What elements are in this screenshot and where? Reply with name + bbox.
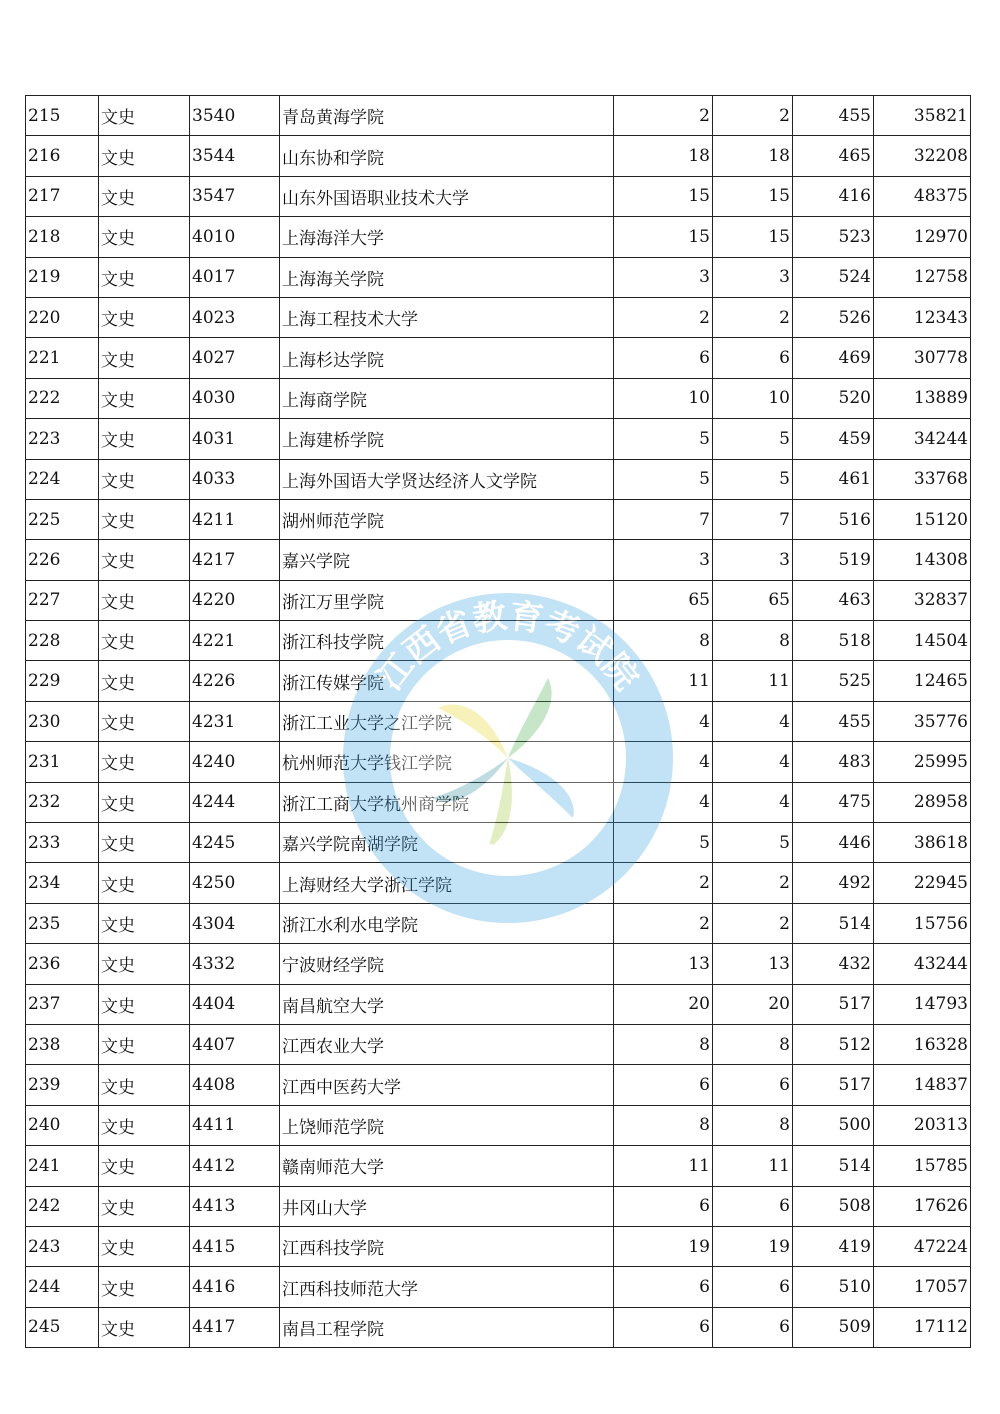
table-row: [26, 176, 971, 216]
cell-enrolled-count: 5: [713, 419, 793, 459]
cell-min-score: 516: [793, 499, 874, 539]
cell-min-score: 514: [793, 903, 874, 943]
cell-school-name: 井冈山大学: [280, 1186, 614, 1226]
cell-min-rank: 15785: [874, 1146, 971, 1186]
cell-school-name: 湖州师范学院: [280, 499, 614, 539]
cell-min-score: 459: [793, 419, 874, 459]
cell-school-name: 上海商学院: [280, 378, 614, 418]
table-row: [26, 459, 971, 499]
cell-row-index: 215: [26, 96, 99, 136]
cell-min-rank: 35821: [874, 96, 971, 136]
cell-school-name: 浙江科技学院: [280, 621, 614, 661]
cell-school-code: 4404: [190, 984, 280, 1024]
cell-school-name: 杭州师范大学钱江学院: [280, 742, 614, 782]
cell-row-index: 232: [26, 782, 99, 822]
cell-category: 文史: [99, 1105, 190, 1145]
cell-row-index: 240: [26, 1105, 99, 1145]
table-row: [26, 1065, 971, 1105]
cell-category: 文史: [99, 580, 190, 620]
cell-min-rank: 34244: [874, 419, 971, 459]
cell-row-index: 218: [26, 217, 99, 257]
table-row: [26, 378, 971, 418]
cell-category: 文史: [99, 1307, 190, 1347]
cell-row-index: 231: [26, 742, 99, 782]
cell-enrolled-count: 65: [713, 580, 793, 620]
cell-school-code: 4250: [190, 863, 280, 903]
cell-plan-count: 4: [614, 782, 713, 822]
cell-min-score: 508: [793, 1186, 874, 1226]
cell-school-code: 4240: [190, 742, 280, 782]
table-row: [26, 863, 971, 903]
cell-min-rank: 48375: [874, 176, 971, 216]
cell-plan-count: 7: [614, 499, 713, 539]
cell-school-code: 4221: [190, 621, 280, 661]
cell-min-rank: 32837: [874, 580, 971, 620]
cell-category: 文史: [99, 1267, 190, 1307]
cell-category: 文史: [99, 176, 190, 216]
cell-category: 文史: [99, 540, 190, 580]
cell-min-score: 514: [793, 1146, 874, 1186]
table-row: [26, 621, 971, 661]
table-row: [26, 217, 971, 257]
cell-min-score: 419: [793, 1226, 874, 1266]
cell-min-score: 512: [793, 1024, 874, 1064]
cell-enrolled-count: 6: [713, 1065, 793, 1105]
cell-category: 文史: [99, 459, 190, 499]
cell-min-score: 519: [793, 540, 874, 580]
cell-school-code: 4408: [190, 1065, 280, 1105]
cell-min-score: 518: [793, 621, 874, 661]
cell-enrolled-count: 5: [713, 823, 793, 863]
cell-enrolled-count: 13: [713, 944, 793, 984]
cell-plan-count: 10: [614, 378, 713, 418]
watermark-abbr: SNEEA: [444, 827, 572, 872]
table-row: [26, 782, 971, 822]
cell-enrolled-count: 6: [713, 1307, 793, 1347]
cell-enrolled-count: 10: [713, 378, 793, 418]
cell-school-name: 浙江传媒学院: [280, 661, 614, 701]
cell-min-score: 461: [793, 459, 874, 499]
cell-min-rank: 17057: [874, 1267, 971, 1307]
cell-plan-count: 2: [614, 903, 713, 943]
cell-plan-count: 20: [614, 984, 713, 1024]
cell-category: 文史: [99, 297, 190, 337]
cell-plan-count: 11: [614, 1146, 713, 1186]
cell-plan-count: 6: [614, 1267, 713, 1307]
cell-plan-count: 3: [614, 257, 713, 297]
cell-enrolled-count: 3: [713, 257, 793, 297]
cell-row-index: 226: [26, 540, 99, 580]
table-row: [26, 944, 971, 984]
cell-category: 文史: [99, 1024, 190, 1064]
cell-school-code: 4412: [190, 1146, 280, 1186]
cell-category: 文史: [99, 338, 190, 378]
cell-enrolled-count: 15: [713, 217, 793, 257]
cell-school-code: 4027: [190, 338, 280, 378]
table-row: [26, 257, 971, 297]
cell-row-index: 221: [26, 338, 99, 378]
cell-school-code: 3544: [190, 136, 280, 176]
cell-enrolled-count: 2: [713, 903, 793, 943]
cell-min-score: 469: [793, 338, 874, 378]
cell-min-rank: 43244: [874, 944, 971, 984]
cell-min-score: 455: [793, 96, 874, 136]
cell-school-code: 3540: [190, 96, 280, 136]
cell-category: 文史: [99, 944, 190, 984]
table-row: [26, 1186, 971, 1226]
cell-enrolled-count: 11: [713, 1146, 793, 1186]
cell-plan-count: 6: [614, 1307, 713, 1347]
cell-enrolled-count: 8: [713, 621, 793, 661]
cell-row-index: 243: [26, 1226, 99, 1266]
cell-enrolled-count: 6: [713, 1267, 793, 1307]
cell-min-score: 517: [793, 1065, 874, 1105]
cell-category: 文史: [99, 499, 190, 539]
cell-row-index: 238: [26, 1024, 99, 1064]
cell-enrolled-count: 4: [713, 782, 793, 822]
cell-enrolled-count: 2: [713, 297, 793, 337]
table-row: [26, 580, 971, 620]
cell-school-code: 3547: [190, 176, 280, 216]
table-row: [26, 96, 971, 136]
cell-enrolled-count: 19: [713, 1226, 793, 1266]
cell-school-code: 4030: [190, 378, 280, 418]
table-row: [26, 1267, 971, 1307]
cell-row-index: 245: [26, 1307, 99, 1347]
cell-row-index: 223: [26, 419, 99, 459]
cell-school-name: 山东协和学院: [280, 136, 614, 176]
cell-enrolled-count: 2: [713, 96, 793, 136]
cell-enrolled-count: 2: [713, 863, 793, 903]
cell-school-code: 4217: [190, 540, 280, 580]
cell-school-code: 4031: [190, 419, 280, 459]
cell-enrolled-count: 8: [713, 1105, 793, 1145]
cell-row-index: 216: [26, 136, 99, 176]
cell-min-rank: 12343: [874, 297, 971, 337]
table-row: [26, 1024, 971, 1064]
cell-school-name: 赣南师范大学: [280, 1146, 614, 1186]
cell-category: 文史: [99, 782, 190, 822]
cell-school-code: 4226: [190, 661, 280, 701]
cell-min-score: 465: [793, 136, 874, 176]
cell-min-rank: 14837: [874, 1065, 971, 1105]
cell-category: 文史: [99, 1226, 190, 1266]
cell-school-name: 南昌航空大学: [280, 984, 614, 1024]
cell-school-name: 嘉兴学院: [280, 540, 614, 580]
cell-plan-count: 4: [614, 701, 713, 741]
cell-school-name: 上海海洋大学: [280, 217, 614, 257]
cell-min-score: 475: [793, 782, 874, 822]
cell-school-name: 浙江万里学院: [280, 580, 614, 620]
cell-school-name: 浙江工商大学杭州商学院: [280, 782, 614, 822]
cell-row-index: 241: [26, 1146, 99, 1186]
cell-plan-count: 11: [614, 661, 713, 701]
cell-enrolled-count: 7: [713, 499, 793, 539]
cell-min-rank: 12758: [874, 257, 971, 297]
cell-school-name: 浙江水利水电学院: [280, 903, 614, 943]
cell-school-code: 4244: [190, 782, 280, 822]
cell-enrolled-count: 8: [713, 1024, 793, 1064]
cell-min-rank: 20313: [874, 1105, 971, 1145]
cell-school-name: 上饶师范学院: [280, 1105, 614, 1145]
cell-min-rank: 15756: [874, 903, 971, 943]
cell-row-index: 234: [26, 863, 99, 903]
cell-category: 文史: [99, 217, 190, 257]
cell-school-code: 4211: [190, 499, 280, 539]
cell-school-name: 上海建桥学院: [280, 419, 614, 459]
cell-min-rank: 22945: [874, 863, 971, 903]
table-row: [26, 338, 971, 378]
cell-min-rank: 16328: [874, 1024, 971, 1064]
cell-min-score: 455: [793, 701, 874, 741]
cell-category: 文史: [99, 257, 190, 297]
cell-school-name: 青岛黄海学院: [280, 96, 614, 136]
cell-plan-count: 15: [614, 217, 713, 257]
cell-min-score: 509: [793, 1307, 874, 1347]
cell-min-score: 492: [793, 863, 874, 903]
cell-enrolled-count: 3: [713, 540, 793, 580]
cell-enrolled-count: 6: [713, 1186, 793, 1226]
cell-row-index: 227: [26, 580, 99, 620]
cell-school-name: 江西科技师范大学: [280, 1267, 614, 1307]
cell-min-rank: 14504: [874, 621, 971, 661]
cell-category: 文史: [99, 742, 190, 782]
cell-school-code: 4220: [190, 580, 280, 620]
cell-min-rank: 15120: [874, 499, 971, 539]
cell-school-code: 4023: [190, 297, 280, 337]
cell-plan-count: 13: [614, 944, 713, 984]
cell-school-name: 上海杉达学院: [280, 338, 614, 378]
table-row: [26, 661, 971, 701]
cell-category: 文史: [99, 701, 190, 741]
cell-min-rank: 35776: [874, 701, 971, 741]
cell-school-code: 4417: [190, 1307, 280, 1347]
cell-min-score: 523: [793, 217, 874, 257]
table-row: [26, 1226, 971, 1266]
cell-row-index: 219: [26, 257, 99, 297]
cell-category: 文史: [99, 823, 190, 863]
table-row: [26, 136, 971, 176]
cell-plan-count: 6: [614, 1065, 713, 1105]
cell-category: 文史: [99, 621, 190, 661]
cell-plan-count: 5: [614, 823, 713, 863]
cell-school-name: 江西农业大学: [280, 1024, 614, 1064]
table-row: [26, 297, 971, 337]
cell-min-score: 432: [793, 944, 874, 984]
cell-row-index: 237: [26, 984, 99, 1024]
cell-plan-count: 2: [614, 96, 713, 136]
cell-enrolled-count: 6: [713, 338, 793, 378]
table-row: [26, 903, 971, 943]
cell-plan-count: 19: [614, 1226, 713, 1266]
cell-school-code: 4411: [190, 1105, 280, 1145]
cell-plan-count: 4: [614, 742, 713, 782]
cell-min-rank: 47224: [874, 1226, 971, 1266]
cell-plan-count: 6: [614, 338, 713, 378]
cell-school-code: 4010: [190, 217, 280, 257]
cell-min-score: 520: [793, 378, 874, 418]
cell-plan-count: 8: [614, 621, 713, 661]
cell-school-name: 江西科技学院: [280, 1226, 614, 1266]
cell-row-index: 236: [26, 944, 99, 984]
cell-min-rank: 28958: [874, 782, 971, 822]
cell-plan-count: 15: [614, 176, 713, 216]
table-row: [26, 823, 971, 863]
cell-school-name: 江西中医药大学: [280, 1065, 614, 1105]
cell-school-code: 4033: [190, 459, 280, 499]
table-body: [26, 96, 971, 1348]
cell-enrolled-count: 5: [713, 459, 793, 499]
table-row: [26, 419, 971, 459]
cell-min-rank: 17626: [874, 1186, 971, 1226]
cell-min-rank: 38618: [874, 823, 971, 863]
cell-row-index: 230: [26, 701, 99, 741]
cell-row-index: 244: [26, 1267, 99, 1307]
cell-min-score: 483: [793, 742, 874, 782]
cell-row-index: 222: [26, 378, 99, 418]
cell-row-index: 233: [26, 823, 99, 863]
cell-category: 文史: [99, 1146, 190, 1186]
table-row: [26, 1307, 971, 1347]
cell-category: 文史: [99, 419, 190, 459]
cell-school-code: 4245: [190, 823, 280, 863]
cell-school-code: 4332: [190, 944, 280, 984]
cell-school-name: 山东外国语职业技术大学: [280, 176, 614, 216]
cell-school-code: 4407: [190, 1024, 280, 1064]
cell-min-score: 463: [793, 580, 874, 620]
table-row: [26, 540, 971, 580]
table-row: [26, 499, 971, 539]
cell-plan-count: 3: [614, 540, 713, 580]
cell-row-index: 224: [26, 459, 99, 499]
cell-enrolled-count: 11: [713, 661, 793, 701]
cell-row-index: 228: [26, 621, 99, 661]
table-row: [26, 742, 971, 782]
cell-category: 文史: [99, 1065, 190, 1105]
cell-enrolled-count: 18: [713, 136, 793, 176]
cell-min-rank: 12465: [874, 661, 971, 701]
cell-row-index: 229: [26, 661, 99, 701]
cell-school-name: 上海工程技术大学: [280, 297, 614, 337]
cell-school-code: 4415: [190, 1226, 280, 1266]
cell-min-score: 500: [793, 1105, 874, 1145]
cell-category: 文史: [99, 96, 190, 136]
cell-category: 文史: [99, 863, 190, 903]
cell-plan-count: 6: [614, 1186, 713, 1226]
cell-enrolled-count: 15: [713, 176, 793, 216]
table-row: [26, 1105, 971, 1145]
cell-min-rank: 32208: [874, 136, 971, 176]
cell-category: 文史: [99, 903, 190, 943]
cell-school-code: 4413: [190, 1186, 280, 1226]
cell-enrolled-count: 20: [713, 984, 793, 1024]
cell-category: 文史: [99, 984, 190, 1024]
watermark-title: 江西省教育考试院: [369, 596, 647, 698]
cell-school-code: 4231: [190, 701, 280, 741]
cell-enrolled-count: 4: [713, 742, 793, 782]
admission-table: [25, 95, 971, 1348]
cell-plan-count: 2: [614, 863, 713, 903]
table-row: [26, 984, 971, 1024]
cell-plan-count: 2: [614, 297, 713, 337]
cell-school-name: 嘉兴学院南湖学院: [280, 823, 614, 863]
cell-min-rank: 14308: [874, 540, 971, 580]
cell-min-score: 526: [793, 297, 874, 337]
cell-row-index: 242: [26, 1186, 99, 1226]
cell-school-name: 上海外国语大学贤达经济人文学院: [280, 459, 614, 499]
cell-category: 文史: [99, 661, 190, 701]
cell-min-score: 517: [793, 984, 874, 1024]
cell-plan-count: 5: [614, 459, 713, 499]
cell-school-name: 上海海关学院: [280, 257, 614, 297]
cell-category: 文史: [99, 136, 190, 176]
cell-school-code: 4416: [190, 1267, 280, 1307]
cell-row-index: 220: [26, 297, 99, 337]
cell-plan-count: 65: [614, 580, 713, 620]
cell-min-score: 510: [793, 1267, 874, 1307]
cell-school-code: 4304: [190, 903, 280, 943]
cell-school-name: 宁波财经学院: [280, 944, 614, 984]
cell-plan-count: 8: [614, 1024, 713, 1064]
cell-min-rank: 12970: [874, 217, 971, 257]
cell-plan-count: 5: [614, 419, 713, 459]
table-row: [26, 1146, 971, 1186]
cell-min-score: 524: [793, 257, 874, 297]
cell-row-index: 239: [26, 1065, 99, 1105]
cell-school-name: 南昌工程学院: [280, 1307, 614, 1347]
cell-school-name: 浙江工业大学之江学院: [280, 701, 614, 741]
cell-row-index: 235: [26, 903, 99, 943]
cell-plan-count: 8: [614, 1105, 713, 1145]
cell-min-rank: 33768: [874, 459, 971, 499]
cell-row-index: 225: [26, 499, 99, 539]
cell-category: 文史: [99, 378, 190, 418]
cell-category: 文史: [99, 1186, 190, 1226]
cell-min-score: 416: [793, 176, 874, 216]
cell-min-rank: 14793: [874, 984, 971, 1024]
table-row: [26, 701, 971, 741]
cell-min-rank: 25995: [874, 742, 971, 782]
cell-min-rank: 30778: [874, 338, 971, 378]
cell-school-name: 上海财经大学浙江学院: [280, 863, 614, 903]
cell-min-score: 525: [793, 661, 874, 701]
cell-min-score: 446: [793, 823, 874, 863]
cell-enrolled-count: 4: [713, 701, 793, 741]
cell-plan-count: 18: [614, 136, 713, 176]
cell-school-code: 4017: [190, 257, 280, 297]
cell-row-index: 217: [26, 176, 99, 216]
cell-min-rank: 17112: [874, 1307, 971, 1347]
cell-min-rank: 13889: [874, 378, 971, 418]
